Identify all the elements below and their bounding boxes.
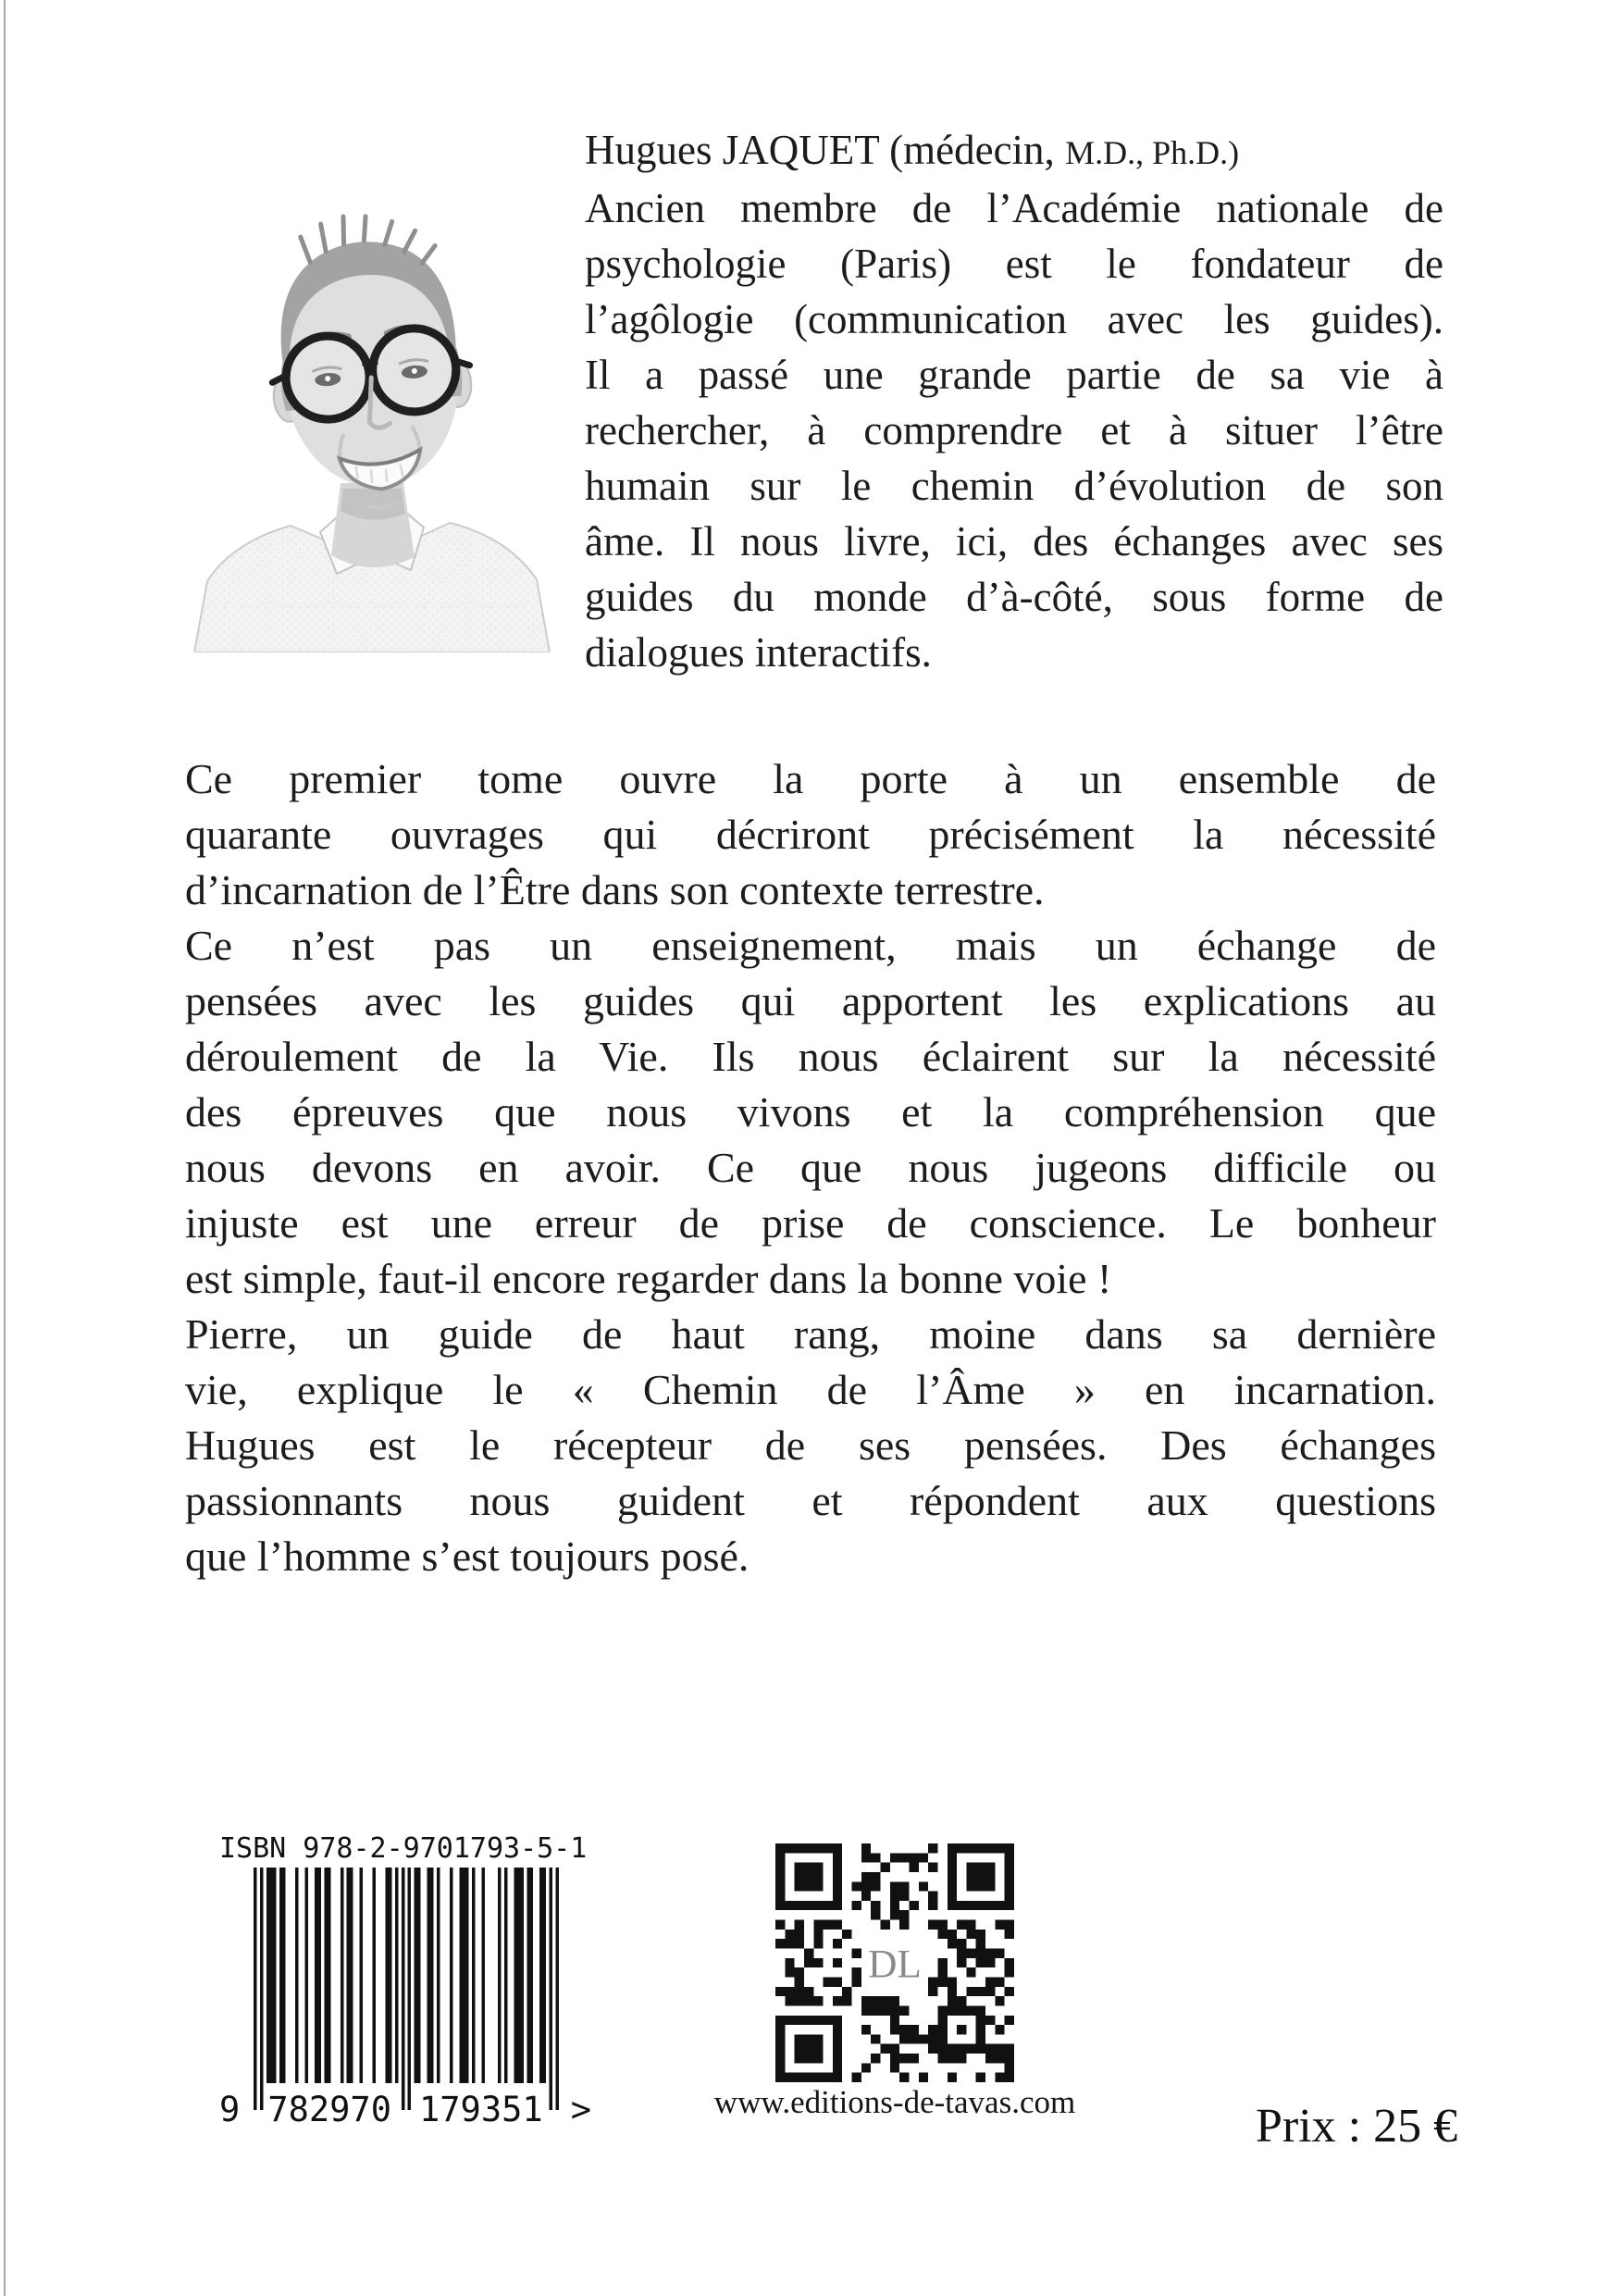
barcode-group2: 179351 <box>419 2090 543 2129</box>
text-line: âme. Il nous livre, ici, des échanges avec ses <box>585 518 1443 565</box>
text-line: Ce premier tome ouvre la porte à un ensemble de <box>185 755 1436 802</box>
text-line: passionnants nous guident et répondent aux questions <box>185 1477 1436 1524</box>
qr-code-graphic <box>775 1843 1014 2082</box>
ean13-barcode-graphic <box>254 1868 559 2110</box>
text-line: nous devons en avoir. Ce que nous jugeons difficile ou <box>185 1144 1436 1191</box>
barcode-digits <box>219 2090 591 2129</box>
page-edge-line <box>4 0 6 2296</box>
description-paragraph-3 <box>185 1307 1436 1584</box>
text-line: des épreuves que nous vivons et la compréhension que <box>185 1088 1436 1136</box>
text-line: psychologie (Paris) est le fondateur de <box>585 241 1443 287</box>
barcode-end-mark: > <box>570 2090 591 2129</box>
text-line: Pierre, un guide de haut rang, moine dans sa dernière <box>185 1310 1436 1358</box>
text-line: vie, explique le « Chemin de l’Âme » en incarnation. <box>185 1366 1436 1413</box>
text-line: Il a passé une grande partie de sa vie à <box>585 352 1443 398</box>
text-line: Ancien membre de l’Académie nationale de <box>585 185 1443 231</box>
author-portrait-illustration <box>181 139 561 652</box>
text-line: déroulement de la Vie. Ils nous éclairent sur la nécessité <box>185 1033 1436 1080</box>
author-name-line <box>585 122 1443 180</box>
barcode-digit-lead: 9 <box>219 2090 241 2129</box>
description-paragraph-1 <box>185 751 1436 918</box>
text-line: d’incarnation de l’Être dans son contexte terrestre. <box>185 866 1045 913</box>
isbn-label: ISBN 978-2-9701793-5-1 <box>219 1832 588 1865</box>
website-url: www.editions-de-tavas.com <box>713 2084 1076 2120</box>
qr-logo-monogram: DL <box>868 1942 922 1987</box>
price-label: Prix : 25 € <box>1256 2100 1458 2153</box>
author-bio-lines <box>585 180 1443 680</box>
text-line: dialogues interactifs. <box>585 629 932 676</box>
text-line: quarante ouvrages qui décriront précisément la nécessité <box>185 811 1436 858</box>
text-line: rechercher, à comprendre et à situer l’être <box>585 407 1443 453</box>
text-line: Ce n’est pas un enseignement, mais un échange de <box>185 922 1436 969</box>
description-paragraph-2 <box>185 918 1436 1307</box>
text-line: que l’homme s’est toujours posé. <box>185 1533 750 1580</box>
text-line: est simple, faut-il encore regarder dans la bonne voie ! <box>185 1255 1112 1302</box>
text-line: humain sur le chemin d’évolution de son <box>585 463 1443 509</box>
text-line: pensées avec les guides qui apportent les explications au <box>185 977 1436 1024</box>
description-block <box>185 751 1436 1584</box>
text-line: injuste est une erreur de prise de conscience. Le bonheur <box>185 1199 1436 1247</box>
author-photo <box>181 139 561 652</box>
text-line: Hugues est le récepteur de ses pensées. Des échanges <box>185 1421 1436 1469</box>
text-line: l’agôlogie (communication avec les guides). <box>585 296 1443 342</box>
author-degrees: M.D., Ph.D.) <box>1065 134 1240 171</box>
barcode-group1: 782970 <box>267 2090 391 2129</box>
author-bio <box>585 122 1443 680</box>
text-line: guides du monde d’à-côté, sous forme de <box>585 574 1443 620</box>
author-name: Hugues JAQUET (médecin, <box>585 127 1066 173</box>
